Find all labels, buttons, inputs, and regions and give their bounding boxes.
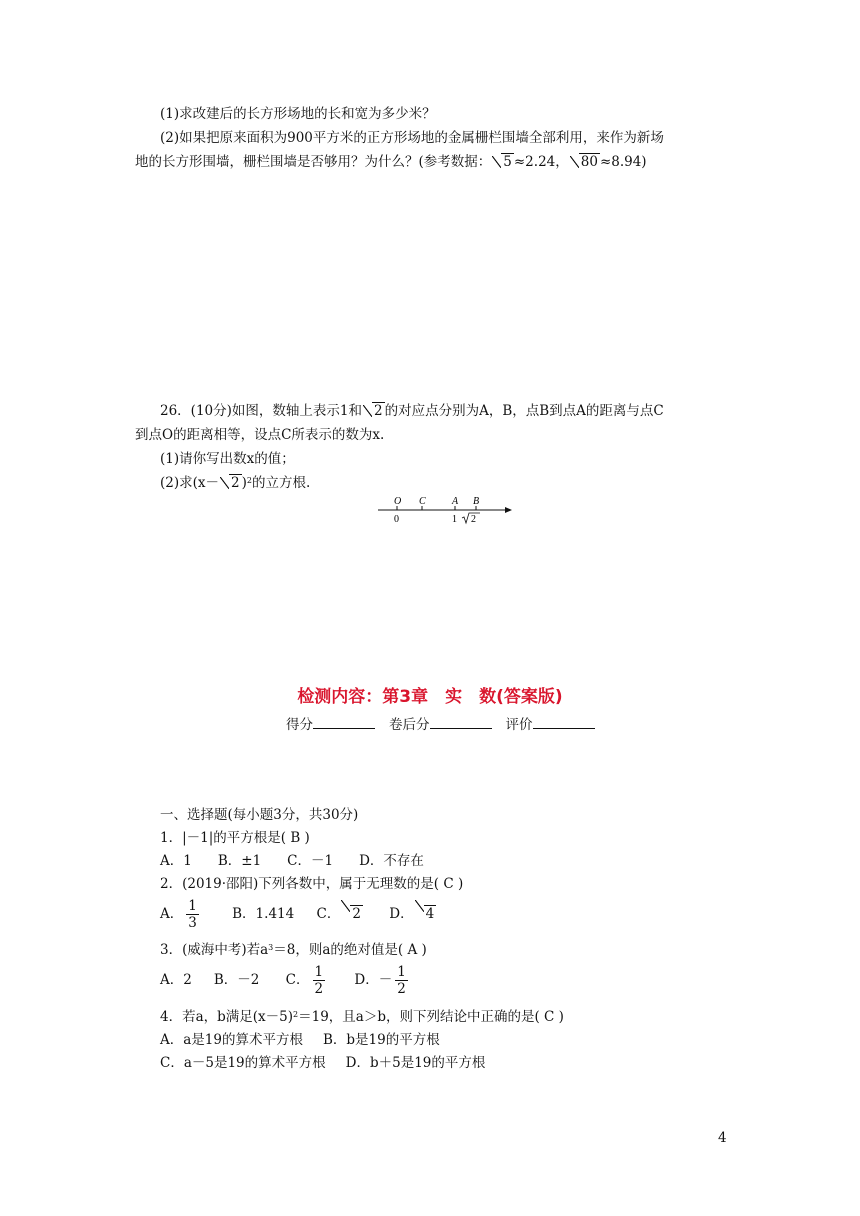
sqrt4-radical: 4 bbox=[415, 897, 437, 931]
point-O-label: O bbox=[394, 496, 402, 507]
score-line: 得分 卷后分 评价 bbox=[286, 716, 595, 734]
page-number: 4 bbox=[718, 1130, 727, 1146]
q26-part2: (2)求(x－ 2 )$^2$的立方根. bbox=[160, 475, 311, 491]
q4-stem: 4．若a，b满足$(x-5)^2=19$，且a＞b，则下列结论中正确的是( C ) bbox=[160, 1009, 564, 1025]
fraction-one-half-negative: $\frac{1}{2}$ bbox=[397, 964, 406, 997]
sqrt5-radical: 5 bbox=[492, 153, 514, 171]
point-B-label: B bbox=[473, 496, 480, 507]
q3-options: A．2 B．－2 C． $\frac{1}{2}$ D．－ $\frac{1}{2}$ bbox=[160, 964, 406, 997]
q1-options: A．1 B．±1 C．－1 D．不存在 bbox=[160, 853, 424, 869]
section1-heading: 一、选择题(每小题3分，共30分) bbox=[160, 807, 359, 823]
answer-section-title: 检测内容：第3章 实 数(答案版) bbox=[297, 687, 563, 707]
tick-label-0: 0 bbox=[394, 514, 399, 525]
sqrt2-radical: 2 bbox=[220, 474, 242, 492]
q26-line1: 26．(10分)如图，数轴上表示1和 2 的对应点分别为A，B，点B到点A的距离与点C bbox=[160, 403, 664, 419]
q2-stem: 2．(2019·邵阳)下列各数中，属于无理数的是( C ) bbox=[160, 876, 464, 892]
number-line-figure bbox=[376, 494, 516, 528]
q1-stem: 1．|－1|的平方根是( B ) bbox=[160, 830, 310, 846]
fraction-one-third: $\frac{1}{3}$ bbox=[188, 898, 197, 931]
sqrt2-radical: 2 bbox=[363, 402, 385, 420]
tick-label-1: 1 bbox=[452, 514, 457, 525]
q3-stem: 3．(威海中考)若$a^3=8$，则a的绝对值是( A ) bbox=[160, 942, 427, 958]
tick-label-sqrt2: 2 bbox=[471, 514, 476, 525]
fraction-one-half: $\frac{1}{2}$ bbox=[314, 964, 324, 997]
sqrt80-radical: 80 bbox=[570, 153, 600, 171]
q4-options-row1: A．a是19的算术平方根 B．b是19的平方根 bbox=[160, 1032, 440, 1048]
point-A-label: A bbox=[452, 496, 459, 507]
q25-part2-line1: (2)如果把原来面积为900平方米的正方形场地的金属栅栏围墙全部利用，来作为新场 bbox=[160, 130, 664, 146]
q4-options-row2: C．a－5是19的算术平方根 D．b＋5是19的平方根 bbox=[160, 1055, 486, 1071]
q26-part1: (1)请你写出数x的值； bbox=[160, 451, 295, 467]
q25-part1: (1)求改建后的长方形场地的长和宽为多少米？ bbox=[160, 106, 436, 122]
sqrt2-radical: 2 bbox=[341, 897, 363, 931]
q2-options: A． $\frac{1}{3}$ B．1.414 C． 2 D． 4 bbox=[160, 898, 435, 931]
q26-line2: 到点O的距离相等，设点C所表示的数为x. bbox=[135, 427, 385, 443]
point-C-label: C bbox=[419, 496, 426, 507]
q25-part2-line2: 地的长方形围墙，栅栏围墙是否够用？为什么？(参考数据： 5 ≈2.24， 80 ≈8.94) bbox=[135, 154, 647, 170]
